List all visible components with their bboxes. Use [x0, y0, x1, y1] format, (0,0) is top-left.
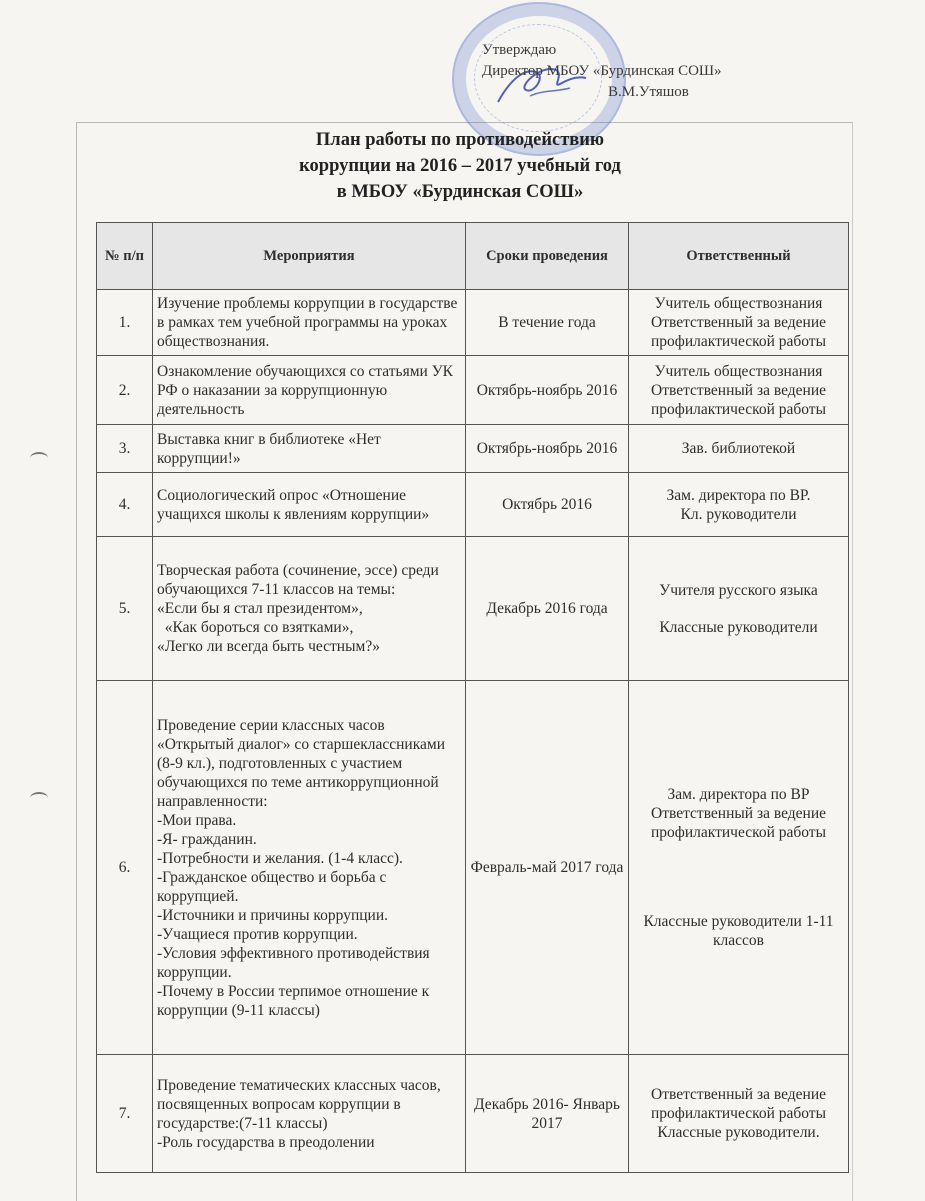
row-responsible: [629, 1055, 849, 1173]
row-number: 4.: [97, 473, 153, 537]
row-event: [153, 356, 466, 425]
header-event: Мероприятия: [153, 223, 466, 290]
row-event: [153, 1055, 466, 1173]
header-num: № п/п: [97, 223, 153, 290]
event-line: -Источники и причины коррупции.: [157, 906, 389, 924]
event-line: «Как бороться со взятками»,: [157, 619, 354, 636]
row-number: 2.: [97, 356, 153, 425]
event-line: Ознакомление обучающихся со статьями УК РФ о наказании за коррупционную деятельность: [157, 362, 457, 418]
responsible-line: Зам. директора по ВР.: [666, 486, 811, 504]
event-line: -Роль государства в преодолении: [157, 1133, 375, 1151]
row-number: 7.: [97, 1055, 153, 1173]
row-number: 6.: [97, 681, 153, 1055]
responsible-line: Классные руководители: [659, 618, 818, 636]
table-row: [97, 1055, 849, 1173]
row-term: Декабрь 2016 года: [466, 537, 629, 681]
event-line: -Гражданское общество и борьба с коррупцией.: [157, 868, 391, 905]
row-term: Октябрь-ноябрь 2016: [466, 425, 629, 473]
responsible-line: Кл. руководители: [680, 505, 797, 523]
row-responsible: [629, 681, 849, 1055]
punch-hole-mark: [30, 452, 48, 464]
responsible-line: Ответственный за ведение профилактической работы: [651, 805, 826, 841]
title-line-1: План работы по противодействию: [315, 130, 605, 150]
row-responsible: [629, 290, 849, 356]
document-title: [160, 127, 760, 205]
table-row: [97, 290, 849, 356]
title-line-2: коррупции на 2016 – 2017 учебный год: [299, 156, 621, 176]
row-responsible: [629, 356, 849, 425]
row-term: Октябрь-ноябрь 2016: [466, 356, 629, 425]
responsible-line: Зам. директора по ВР: [667, 786, 810, 803]
row-event: [153, 290, 466, 356]
row-responsible: [629, 473, 849, 537]
event-line: Творческая работа (сочинение, эссе) среди обучающихся 7-11 классов на темы:: [157, 562, 443, 598]
table-row: [97, 473, 849, 537]
responsible-line: Зав. библиотекой: [681, 440, 796, 457]
approval-director-name: В.М.Утяшов: [608, 84, 689, 100]
row-event: [153, 425, 466, 473]
row-responsible: [629, 537, 849, 681]
table-row: [97, 681, 849, 1055]
event-line: Выставка книг в библиотеке «Нет коррупции!»: [157, 430, 385, 467]
event-line: Изучение проблемы коррупции в государстве в рамках тем учебной программы на уроках обществознания.: [157, 295, 462, 350]
approval-block: [482, 40, 722, 103]
responsible-line: Ответственный за ведение профилактической работы: [651, 381, 826, 418]
row-event: [153, 537, 466, 681]
event-line: -Потребности и желания. (1-4 класс).: [157, 849, 403, 867]
responsible-line: Учитель обществознания: [654, 295, 823, 312]
responsible-line: Ответственный за ведение профилактической работы: [651, 1086, 826, 1122]
responsible-line: Ответственный за ведение профилактической работы: [651, 314, 826, 350]
approval-heading: Утверждаю: [482, 42, 557, 58]
event-line: -Учащиеся против коррупции.: [157, 925, 358, 943]
table-row: [97, 537, 849, 681]
approval-position: Директор МБОУ «Бурдинская СОШ»: [482, 63, 722, 79]
plan-table: [96, 222, 849, 1173]
punch-hole-mark: [30, 792, 48, 804]
event-line: «Если бы я стал президентом»,: [157, 600, 363, 617]
event-line: «Легко ли всегда быть честным?»: [157, 638, 380, 655]
row-event: [153, 473, 466, 537]
row-event: [153, 681, 466, 1055]
table-row: [97, 356, 849, 425]
row-number: 5.: [97, 537, 153, 681]
event-line: Проведение серии классных часов «Открытый диалог» со старшеклассниками (8-9 кл.), подготовленных с участием обучающихся по теме антикоррупционной направленности:: [157, 716, 449, 810]
responsible-line: Классные руководители 1-11 классов: [643, 913, 834, 949]
responsible-line: Классные руководители.: [657, 1124, 820, 1141]
row-term: Октябрь 2016: [466, 473, 629, 537]
event-line: -Мои права.: [157, 811, 237, 829]
table-header-row: [97, 223, 849, 290]
row-term: В течение года: [466, 290, 629, 356]
responsible-line: Учитель обществознания: [654, 362, 823, 380]
row-term: Декабрь 2016- Январь 2017: [466, 1055, 629, 1173]
header-term: Сроки проведения: [466, 223, 629, 290]
row-number: 3.: [97, 425, 153, 473]
header-responsible: Ответственный: [629, 223, 849, 290]
row-number: 1.: [97, 290, 153, 356]
table-row: [97, 425, 849, 473]
event-line: -Я- гражданин.: [157, 830, 257, 848]
event-line: -Почему в России терпимое отношение к коррупции (9-11 классы): [157, 982, 434, 1019]
event-line: Социологический опрос «Отношение учащихся школы к явлениям коррупции»: [157, 486, 430, 523]
event-line: -Условия эффективного противодействия коррупции.: [157, 944, 434, 981]
title-line-3: в МБОУ «Бурдинская СОШ»: [336, 182, 584, 202]
event-line: Проведение тематических классных часов, посвященных вопросам коррупции в государстве:(7-11 классы): [157, 1076, 445, 1132]
responsible-line: Учителя русского языка: [659, 581, 818, 599]
row-responsible: [629, 425, 849, 473]
row-term: Февраль-май 2017 года: [466, 681, 629, 1055]
